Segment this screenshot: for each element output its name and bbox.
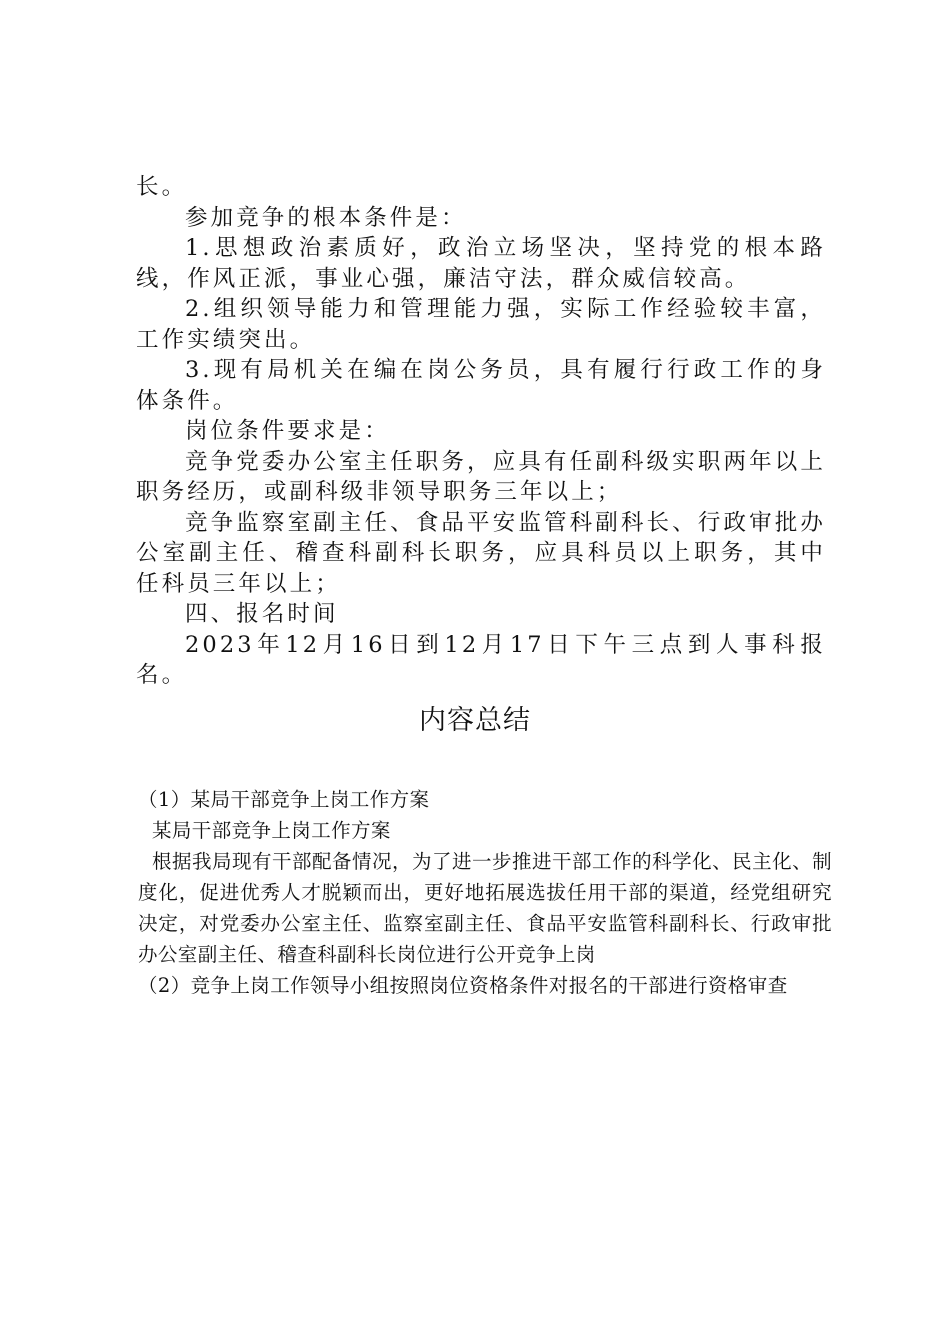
paragraph-requirement-office-director: 竞争党委办公室主任职务，应具有任副科级实职两年以上职务经历，或副科级非领导职务三年以上； xyxy=(136,448,826,505)
summary-item-1: （1）某局干部竞争上岗工作方案 xyxy=(138,788,430,811)
paragraph-condition-1: 1.思想政治素质好，政治立场坚决，坚持党的根本路线，作风正派，事业心强，廉洁守法，群众威信较高。 xyxy=(136,235,826,292)
summary-title: 内容总结 xyxy=(419,705,531,736)
paragraph-continuation: 长。 xyxy=(136,174,188,200)
paragraph-condition-3: 3.现有局机关在编在岗公务员，具有履行行政工作的身体条件。 xyxy=(136,357,826,414)
summary-body xyxy=(138,784,832,1001)
paragraph-post-requirements-heading: 岗位条件要求是： xyxy=(185,418,390,444)
document-body xyxy=(136,172,826,691)
summary-item-2: （2）竞争上岗工作领导小组按照岗位资格条件对报名的干部进行资格审查 xyxy=(138,974,788,997)
paragraph-registration-time: 2023年12月16日到12月17日下午三点到人事科报名。 xyxy=(136,631,826,688)
section-heading-registration-time: 四、报名时间 xyxy=(185,601,339,627)
paragraph-condition-2: 2.组织领导能力和管理能力强，实际工作经验较丰富，工作实绩突出。 xyxy=(136,296,826,353)
summary-item-1-subtitle: 某局干部竞争上岗工作方案 xyxy=(152,819,391,842)
paragraph-basic-conditions-heading: 参加竞争的根本条件是： xyxy=(185,204,467,231)
summary-item-1-body: 根据我局现有干部配备情况，为了进一步推进干部工作的科学化、民主化、制度化，促进优秀人才脱颖而出，更好地拓展选拔任用干部的渠道，经党组研究决定，对党委办公室主任、监察室副主任、食品平安监管科副科长、行政审批办公室副主任、稽查科副科长岗位进行公开竞争上岗 xyxy=(138,850,832,966)
paragraph-requirement-deputy-posts: 竞争监察室副主任、食品平安监管科副科长、行政审批办公室副主任、稽查科副科长职务，应具科员以上职务，其中任科员三年以上； xyxy=(136,509,826,597)
